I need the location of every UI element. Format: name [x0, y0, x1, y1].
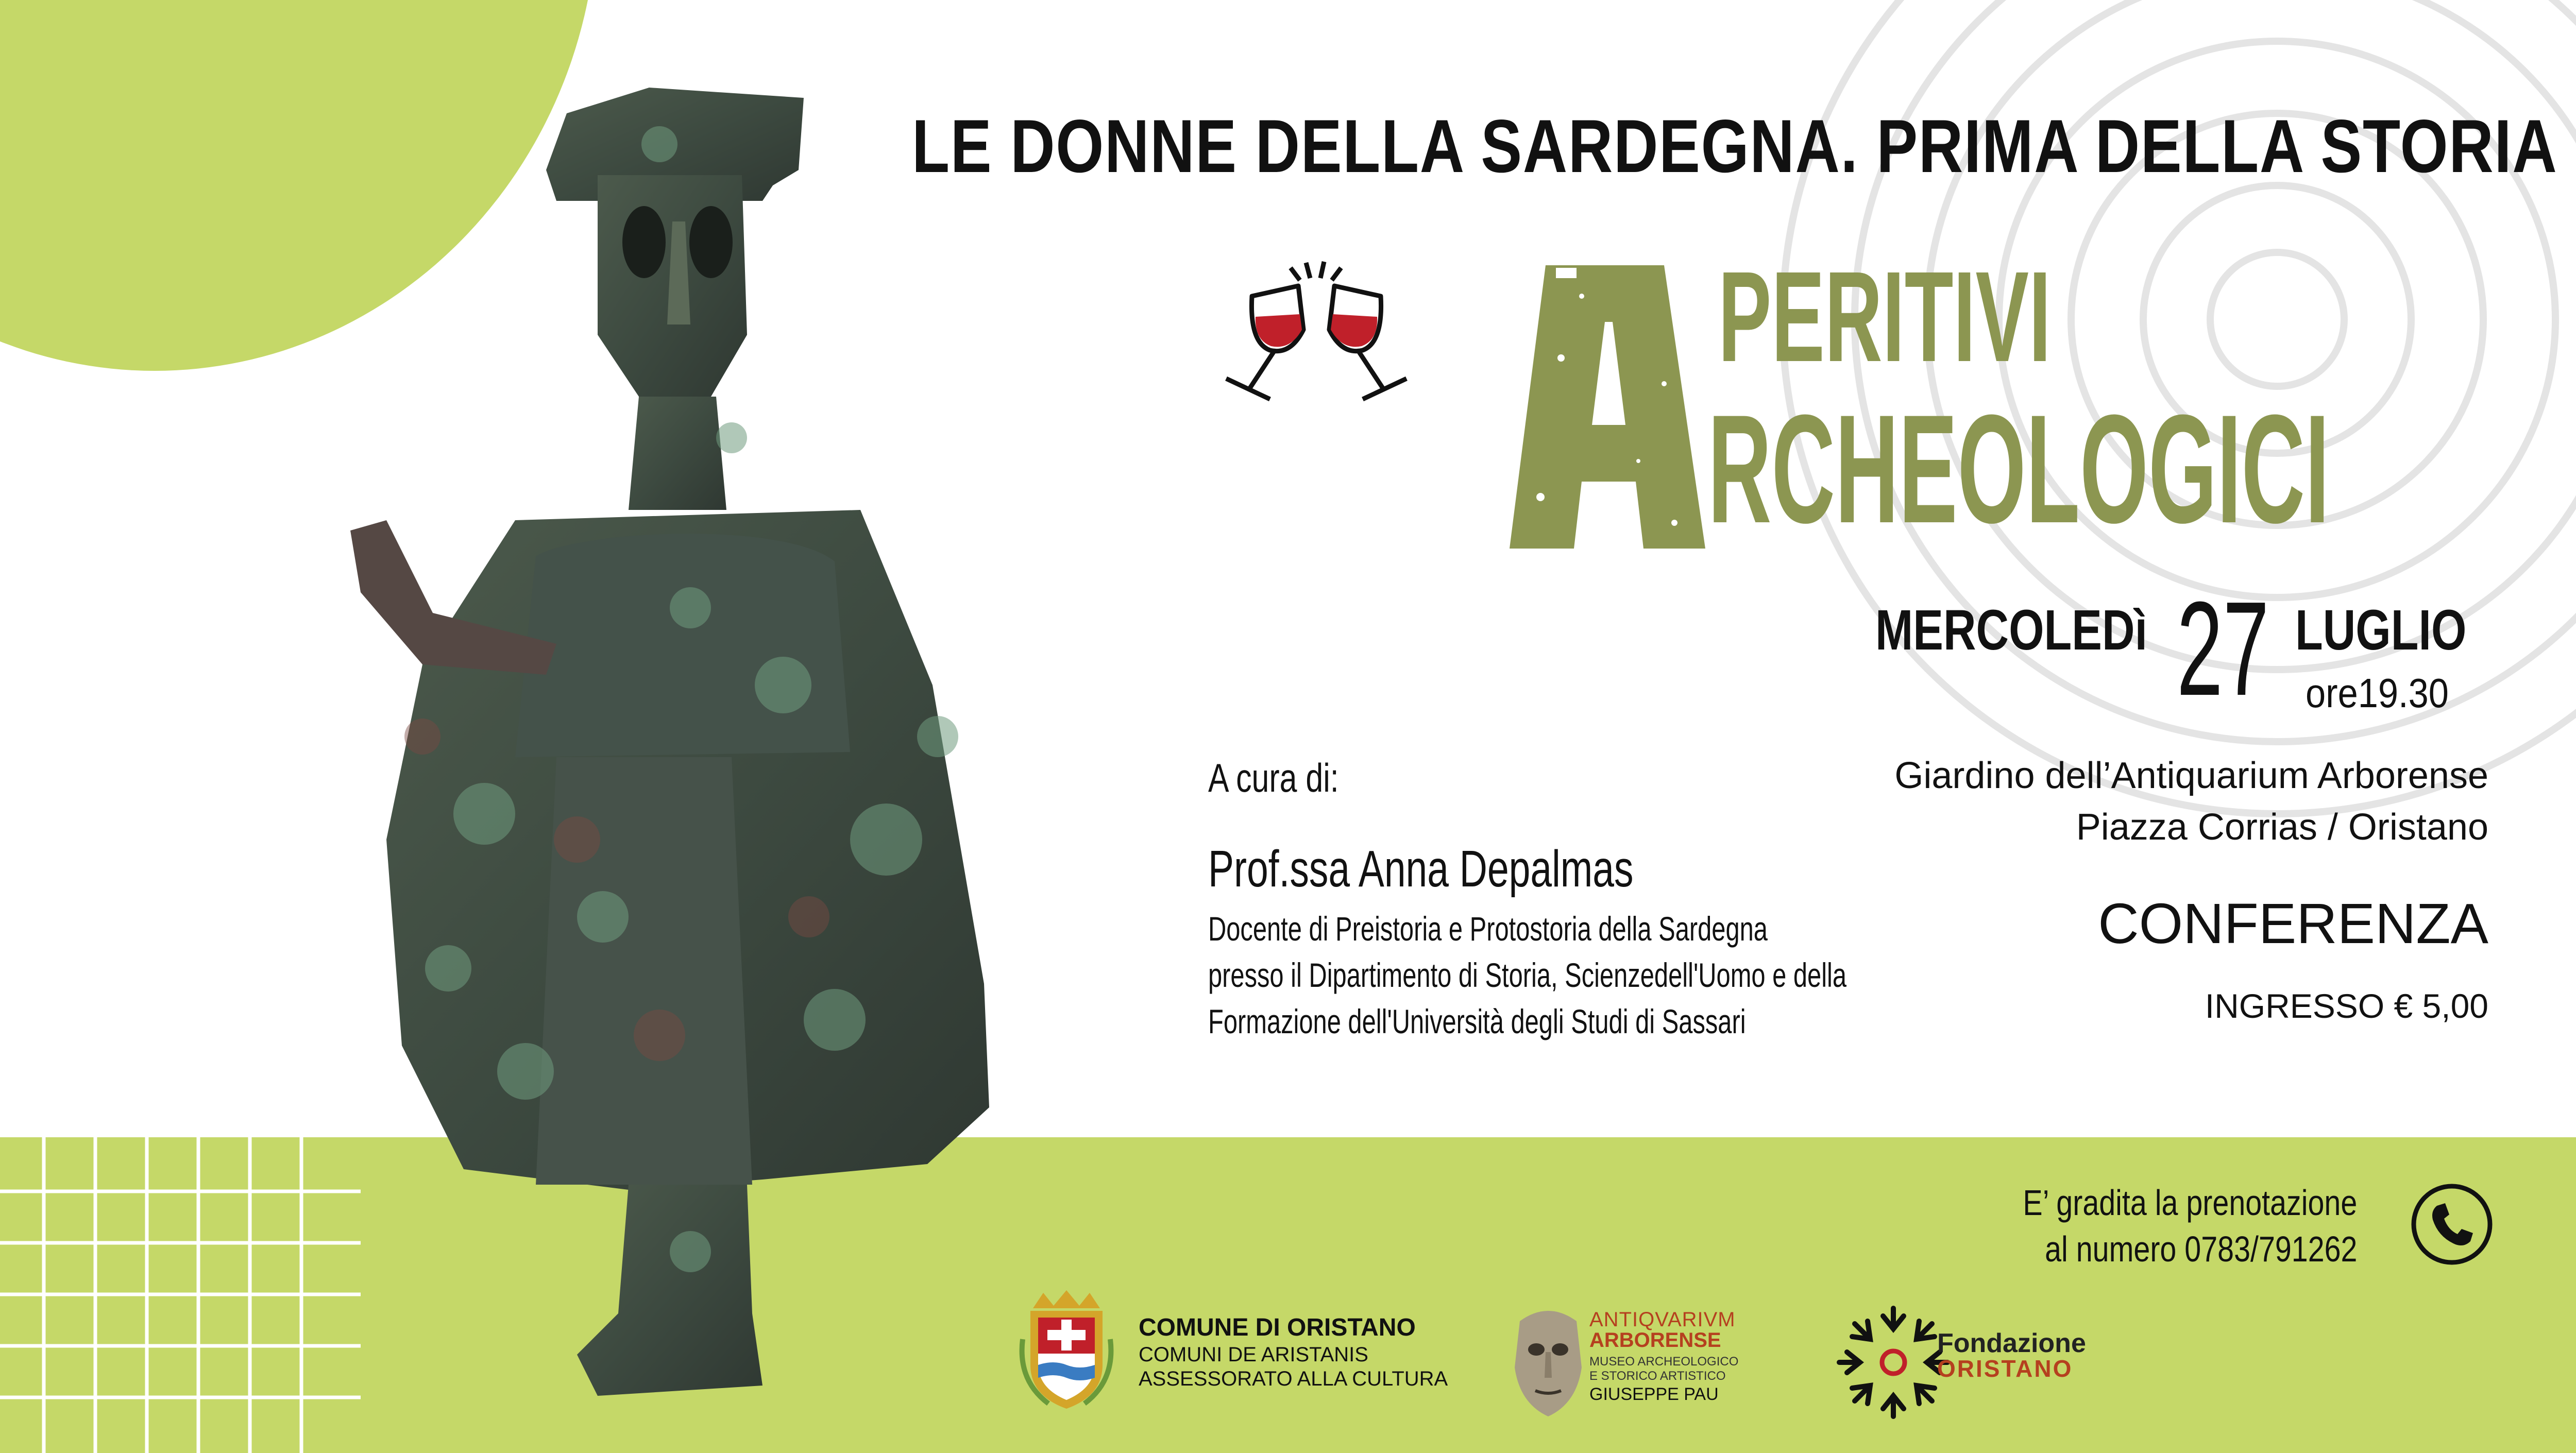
- antiquarium-subtitle-1: MUSEO ARCHEOLOGICO: [1589, 1355, 1739, 1369]
- event-day: MERCOLEDì: [1875, 599, 2147, 662]
- venue-line-1: Giardino dell’Antiquarium Arborense: [1894, 755, 2488, 796]
- fondazione-name-1: Fondazione: [1937, 1328, 2086, 1358]
- event-time: ore19.30: [2306, 670, 2449, 716]
- curator-description-2: presso il Dipartimento di Storia, Scienzedell'Uomo e della: [1208, 956, 1847, 994]
- booking-line-1: E’ gradita la prenotazione: [2023, 1183, 2357, 1223]
- event-month: LUGLIO: [2295, 599, 2467, 662]
- comune-department: ASSESSORATO ALLA CULTURA: [1139, 1367, 1448, 1390]
- comune-name-sardinian: COMUNI DE ARISTANIS: [1139, 1343, 1368, 1366]
- venue-line-2: Piazza Corrias / Oristano: [2076, 807, 2488, 848]
- poster-title: LE DONNE DELLA SARDEGNA. PRIMA DELLA STORIA: [912, 104, 2558, 188]
- phone-icon[interactable]: [2410, 1183, 2494, 1266]
- curator-name: Prof.ssa Anna Depalmas: [1208, 840, 1634, 898]
- comune-name: COMUNE DI ORISTANO: [1139, 1314, 1416, 1341]
- curator-label: A cura di:: [1208, 755, 1339, 800]
- curator-description-3: Formazione dell'Università degli Studi di Sassari: [1208, 1002, 1746, 1040]
- ticket-price: INGRESSO € 5,00: [2205, 987, 2488, 1025]
- antiquarium-name-2: ARBORENSE: [1589, 1329, 1721, 1352]
- event-date: 27: [2177, 574, 2269, 724]
- wine-glasses-icon: [1213, 258, 1419, 407]
- antiquarium-subtitle-3: GIUSEPPE PAU: [1589, 1384, 1719, 1404]
- curator-description-1: Docente di Preistoria e Protostoria della Sardegna: [1208, 910, 1768, 948]
- antiquarium-mask-logo: [1504, 1301, 1592, 1419]
- bronze-statuette-image: [268, 67, 1072, 1416]
- booking-phone-number[interactable]: al numero 0783/791262: [2044, 1229, 2357, 1269]
- comune-crest-logo: [1018, 1288, 1115, 1411]
- archeologici-title-line: RCHEOLOGICI: [1708, 382, 2330, 555]
- aperitivi-title-line: PERITIVI: [1718, 245, 2051, 388]
- event-type: CONFERENZA: [2098, 892, 2488, 955]
- antiquarium-name-1: ANTIQVARIVM: [1589, 1308, 1736, 1331]
- antiquarium-subtitle-2: E STORICO ARTISTICO: [1589, 1369, 1726, 1383]
- fondazione-name-2: ORISTANO: [1937, 1355, 2073, 1382]
- large-letter-a: [1510, 255, 1705, 549]
